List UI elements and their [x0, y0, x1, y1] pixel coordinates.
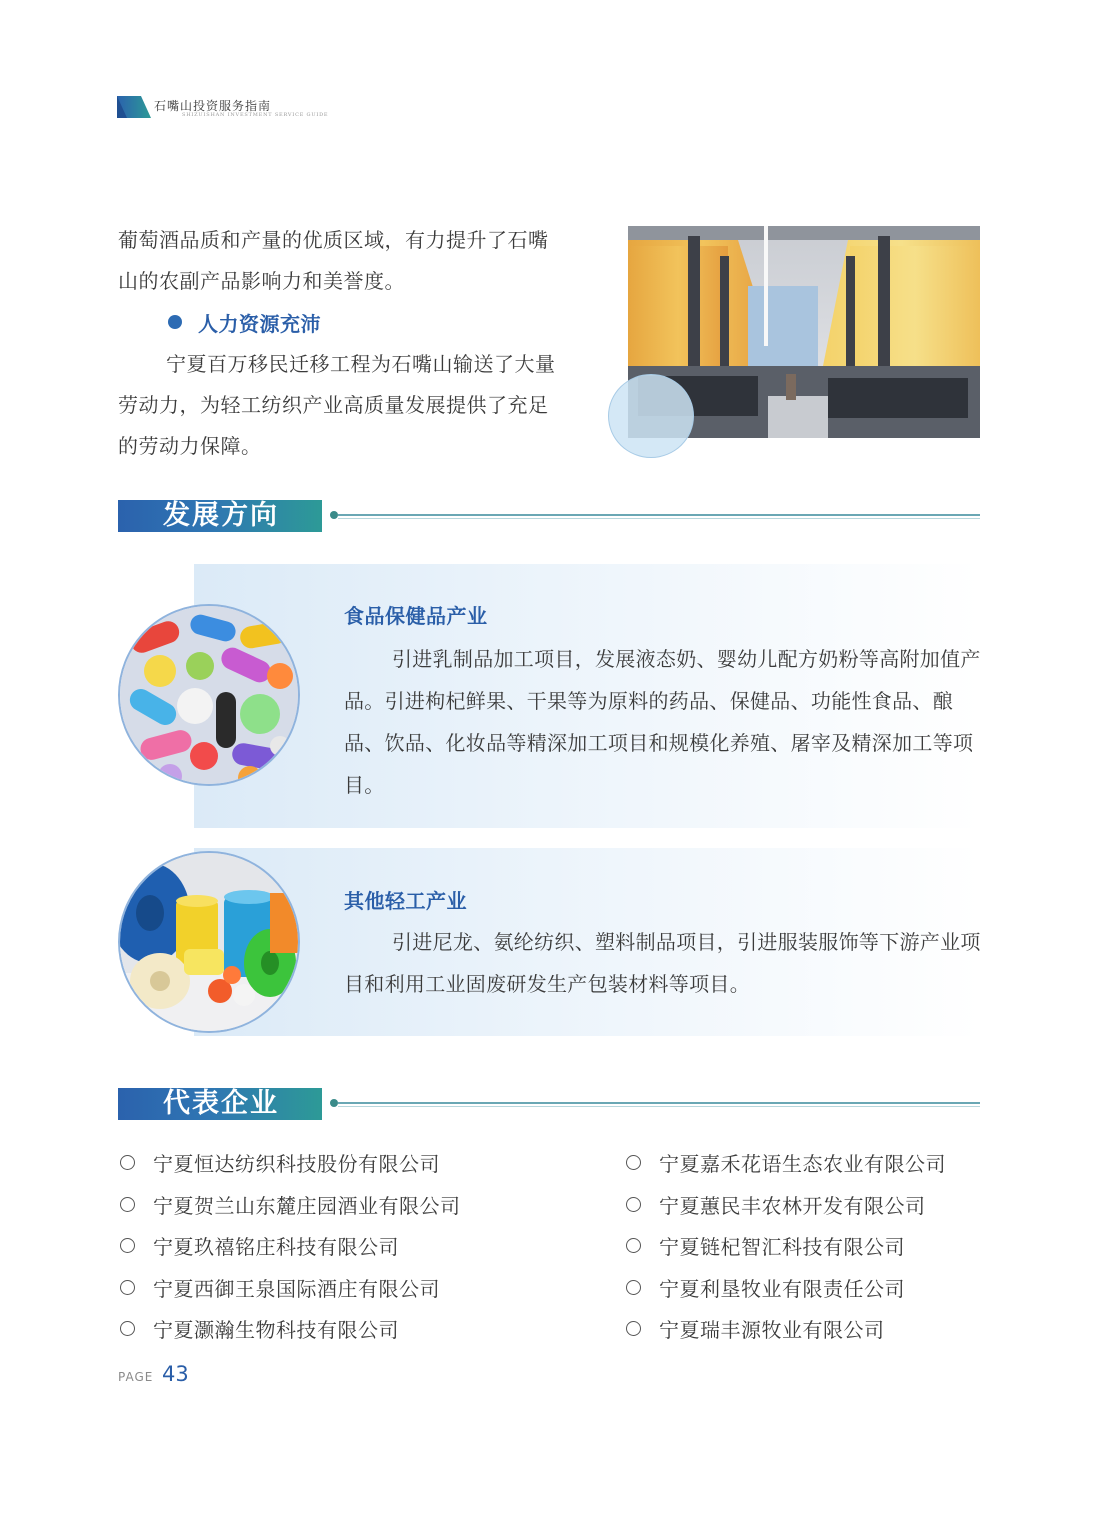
- guide-title: 石嘴山投资服务指南: [154, 99, 272, 113]
- circle-bullet-icon: [626, 1155, 641, 1170]
- company-item: 宁夏嘉禾花语生态农业有限公司: [626, 1147, 946, 1177]
- company-item: 宁夏蕙民丰农林开发有限公司: [626, 1189, 926, 1219]
- industry-title-food: 食品保健品产业: [344, 604, 488, 628]
- company-item: 宁夏贺兰山东麓庄园酒业有限公司: [120, 1189, 461, 1219]
- decorative-circle: [608, 374, 694, 458]
- circle-bullet-icon: [120, 1280, 135, 1295]
- section-title-companies: 代表企业: [163, 1088, 279, 1119]
- circle-bullet-icon: [626, 1321, 641, 1336]
- circle-bullet-icon: [120, 1238, 135, 1253]
- company-item: 宁夏链杞智汇科技有限公司: [626, 1230, 905, 1260]
- page-number: 43: [162, 1362, 189, 1386]
- circle-bullet-icon: [626, 1238, 641, 1253]
- company-item: 宁夏瑞丰源牧业有限公司: [626, 1313, 885, 1343]
- bullet-heading: [168, 306, 321, 338]
- section-divider-line-thin: [338, 1106, 980, 1107]
- plastic-parts-image: [118, 851, 300, 1033]
- bullet-heading-text: 人力资源充沛: [198, 311, 321, 336]
- section-divider-line: [338, 514, 980, 516]
- section-divider-line: [338, 1102, 980, 1104]
- circle-bullet-icon: [626, 1197, 641, 1212]
- industry-title-light: 其他轻工产业: [344, 889, 467, 913]
- intro-paragraph-2: 宁夏百万移民迁移工程为石嘴山输送了大量劳动力，为轻工纺织产业高质量发展提供了充足的劳动力保障。: [118, 352, 556, 458]
- section-line-dot: [330, 511, 338, 519]
- intro-paragraph-1: 葡萄酒品质和产量的优质区域，有力提升了石嘴山的农副产品影响力和美誉度。: [118, 228, 549, 293]
- company-item: 宁夏玖禧铭庄科技有限公司: [120, 1230, 399, 1260]
- page-label: PAGE: [118, 1370, 154, 1384]
- company-item: 宁夏利垦牧业有限责任公司: [626, 1272, 905, 1302]
- guide-logo-icon: [117, 96, 151, 118]
- company-item: 宁夏灏瀚生物科技有限公司: [120, 1313, 399, 1343]
- company-item: 宁夏西御王泉国际酒庄有限公司: [120, 1272, 440, 1302]
- section-divider-line-thin: [338, 518, 980, 519]
- industry-body-light: 引进尼龙、氨纶纺织、塑料制品项目，引进服装服饰等下游产业项目和利用工业固废研发生产包装材料等项目。: [344, 930, 981, 996]
- company-item: 宁夏恒达纺织科技股份有限公司: [120, 1147, 440, 1177]
- bullet-dot-icon: [168, 315, 182, 329]
- circle-bullet-icon: [120, 1155, 135, 1170]
- circle-bullet-icon: [626, 1280, 641, 1295]
- section-title-development: 发展方向: [163, 500, 279, 531]
- circle-bullet-icon: [120, 1321, 135, 1336]
- industry-body-food: 引进乳制品加工项目，发展液态奶、婴幼儿配方奶粉等高附加值产品。引进枸杞鲜果、干果等为原料的药品、保健品、功能性食品、酿品、饮品、化妆品等精深加工项目和规模化养殖、屠宰及精深加工等项目。: [344, 647, 981, 797]
- section-line-dot: [330, 1099, 338, 1107]
- pills-image: [118, 604, 300, 786]
- circle-bullet-icon: [120, 1197, 135, 1212]
- guide-subtitle: SHIZUISHAN INVESTMENT SERVICE GUIDE: [182, 112, 329, 118]
